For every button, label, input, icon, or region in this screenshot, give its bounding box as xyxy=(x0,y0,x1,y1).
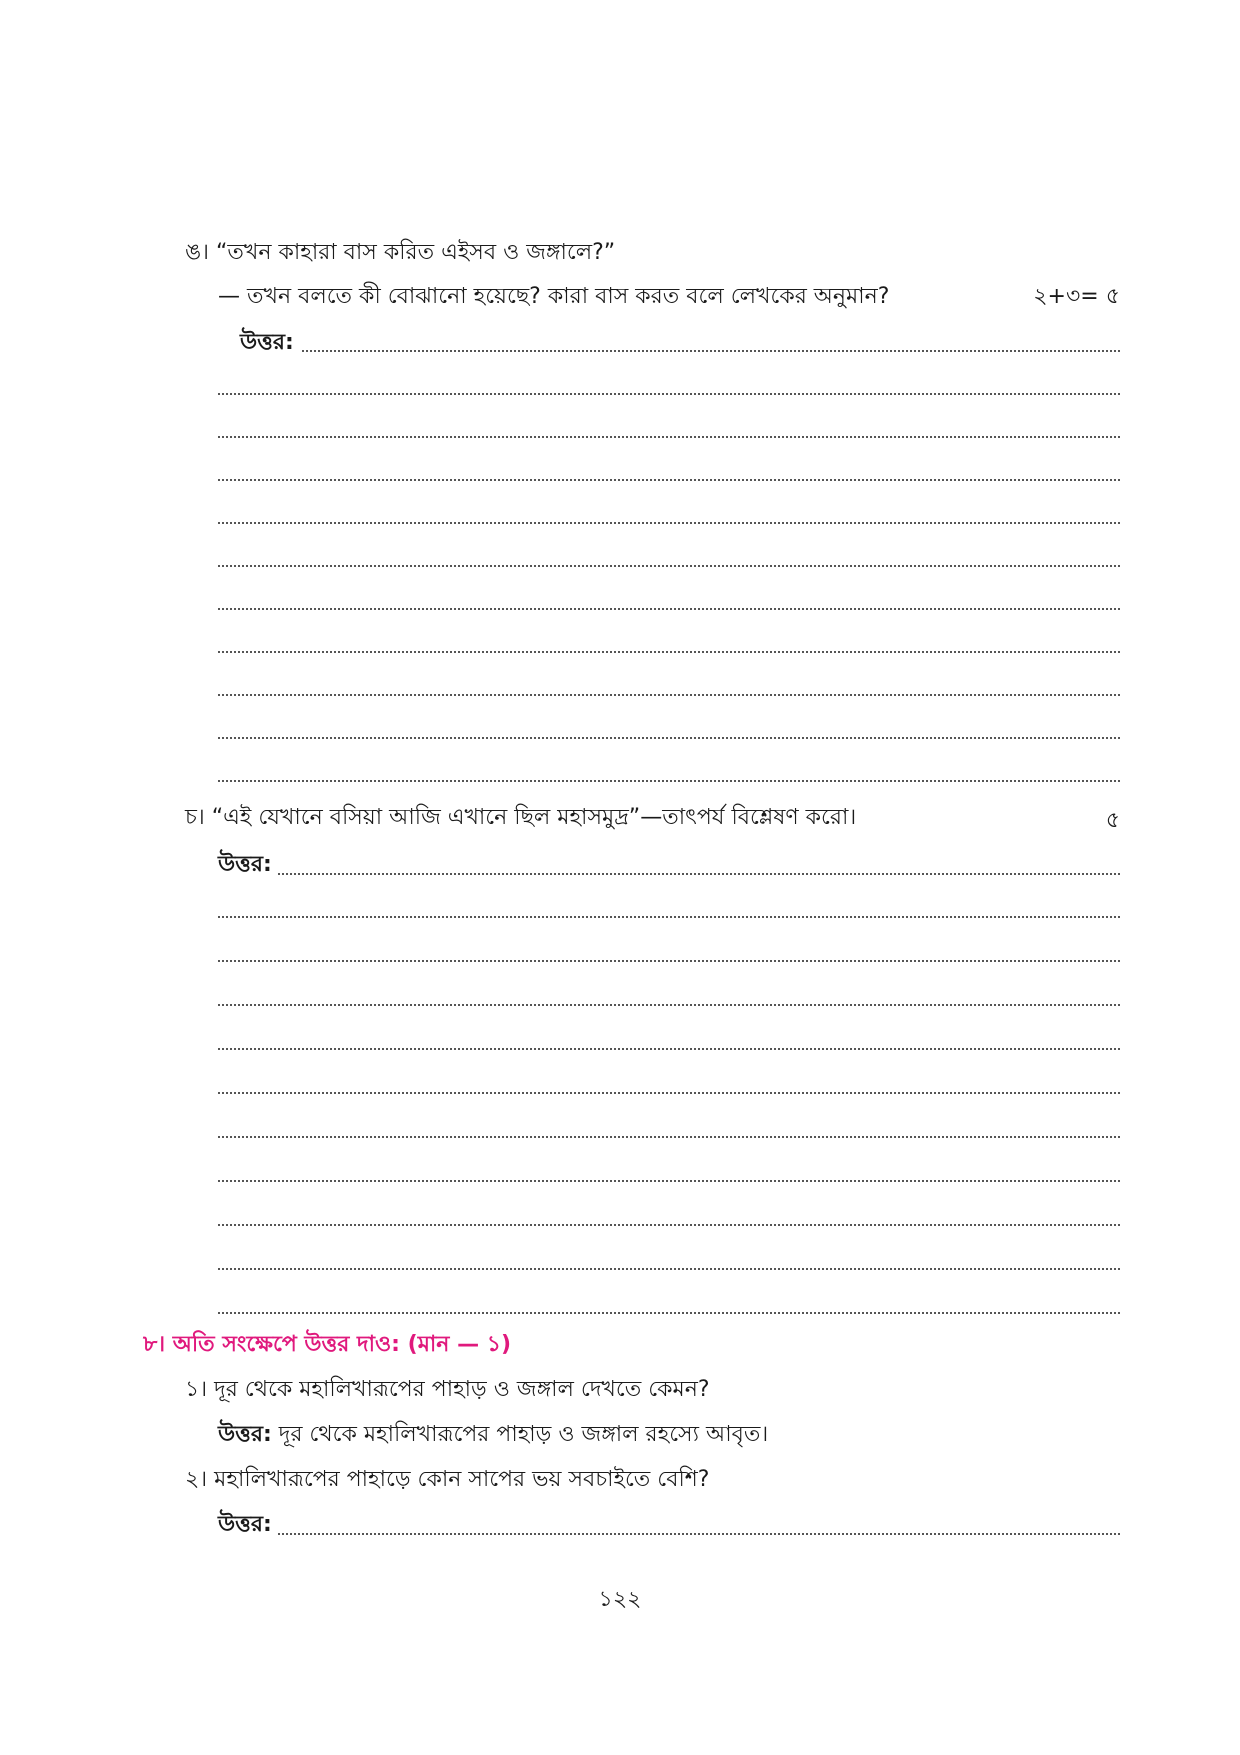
section-8-item-2-answer-label: উত্তর: xyxy=(218,1512,272,1537)
answer-line[interactable] xyxy=(218,960,1120,962)
page-number: ১২২ xyxy=(598,1587,642,1612)
answer-line[interactable] xyxy=(218,1048,1120,1050)
answer-line[interactable] xyxy=(218,1224,1120,1226)
answer-line[interactable] xyxy=(218,1136,1120,1138)
answer-line[interactable] xyxy=(218,393,1120,395)
item-question: মহালিখারূপের পাহাড়ে কোন সাপের ভয় সবচাইতে বেশি? xyxy=(214,1467,710,1492)
answer-line[interactable] xyxy=(218,479,1120,481)
answer-line[interactable] xyxy=(218,1180,1120,1182)
answer-line[interactable] xyxy=(218,780,1120,782)
answer-line[interactable] xyxy=(218,522,1120,524)
answer-line[interactable] xyxy=(218,1004,1120,1006)
section-8-item-1-answer xyxy=(218,1420,768,1450)
answer-line[interactable] xyxy=(218,737,1120,739)
answer-line[interactable] xyxy=(218,1092,1120,1094)
answer-line[interactable] xyxy=(278,873,1120,875)
question-6-sub-question: — তখন বলতে কী বোঝানো হয়েছে? কারা বাস করত বলে লেখকের অনুমান? xyxy=(218,284,890,309)
question-6-marks: ২+৩= ৫ xyxy=(1033,284,1120,309)
question-6-label xyxy=(185,238,615,268)
question-7-number: চ। xyxy=(185,805,205,830)
item-question: দূর থেকে মহালিখারূপের পাহাড় ও জঙ্গাল দেখতে কেমন? xyxy=(214,1377,710,1402)
answer-line[interactable] xyxy=(218,651,1120,653)
item-number: ২। xyxy=(185,1467,208,1492)
question-7-label xyxy=(185,803,856,833)
answer-line[interactable] xyxy=(218,1312,1120,1314)
answer-line[interactable] xyxy=(218,1268,1120,1270)
item-number: ১। xyxy=(185,1377,208,1402)
question-7-text: “এই যেখানে বসিয়া আজি এখানে ছিল মহাসমুদ্র”—তাৎপর্য বিশ্লেষণ করো। xyxy=(211,805,857,830)
section-8-item-1-question xyxy=(185,1375,710,1405)
answer-line[interactable] xyxy=(218,608,1120,610)
answer-line[interactable] xyxy=(218,436,1120,438)
answer-label: উত্তর: xyxy=(218,1422,272,1447)
question-6-number: ঙ। xyxy=(185,240,210,265)
answer-line[interactable] xyxy=(302,350,1120,352)
question-6-answer-label: উত্তর: xyxy=(240,330,294,355)
answer-line[interactable] xyxy=(218,694,1120,696)
answer-line[interactable] xyxy=(218,916,1120,918)
question-7-answer-label: উত্তর: xyxy=(218,852,272,877)
answer-line[interactable] xyxy=(278,1533,1120,1535)
question-6-quote: “তখন কাহারা বাস করিত এইসব ও জঙ্গালে?” xyxy=(216,240,616,265)
answer-text: দূর থেকে মহালিখারূপের পাহাড় ও জঙ্গাল রহস্যে আবৃত। xyxy=(278,1422,769,1447)
answer-line[interactable] xyxy=(218,565,1120,567)
section-8-item-2-question xyxy=(185,1465,709,1495)
question-7-marks: ৫ xyxy=(1105,808,1120,833)
section-8-heading: ৮। অতি সংক্ষেপে উত্তর দাও: (মান — ১) xyxy=(143,1332,512,1357)
